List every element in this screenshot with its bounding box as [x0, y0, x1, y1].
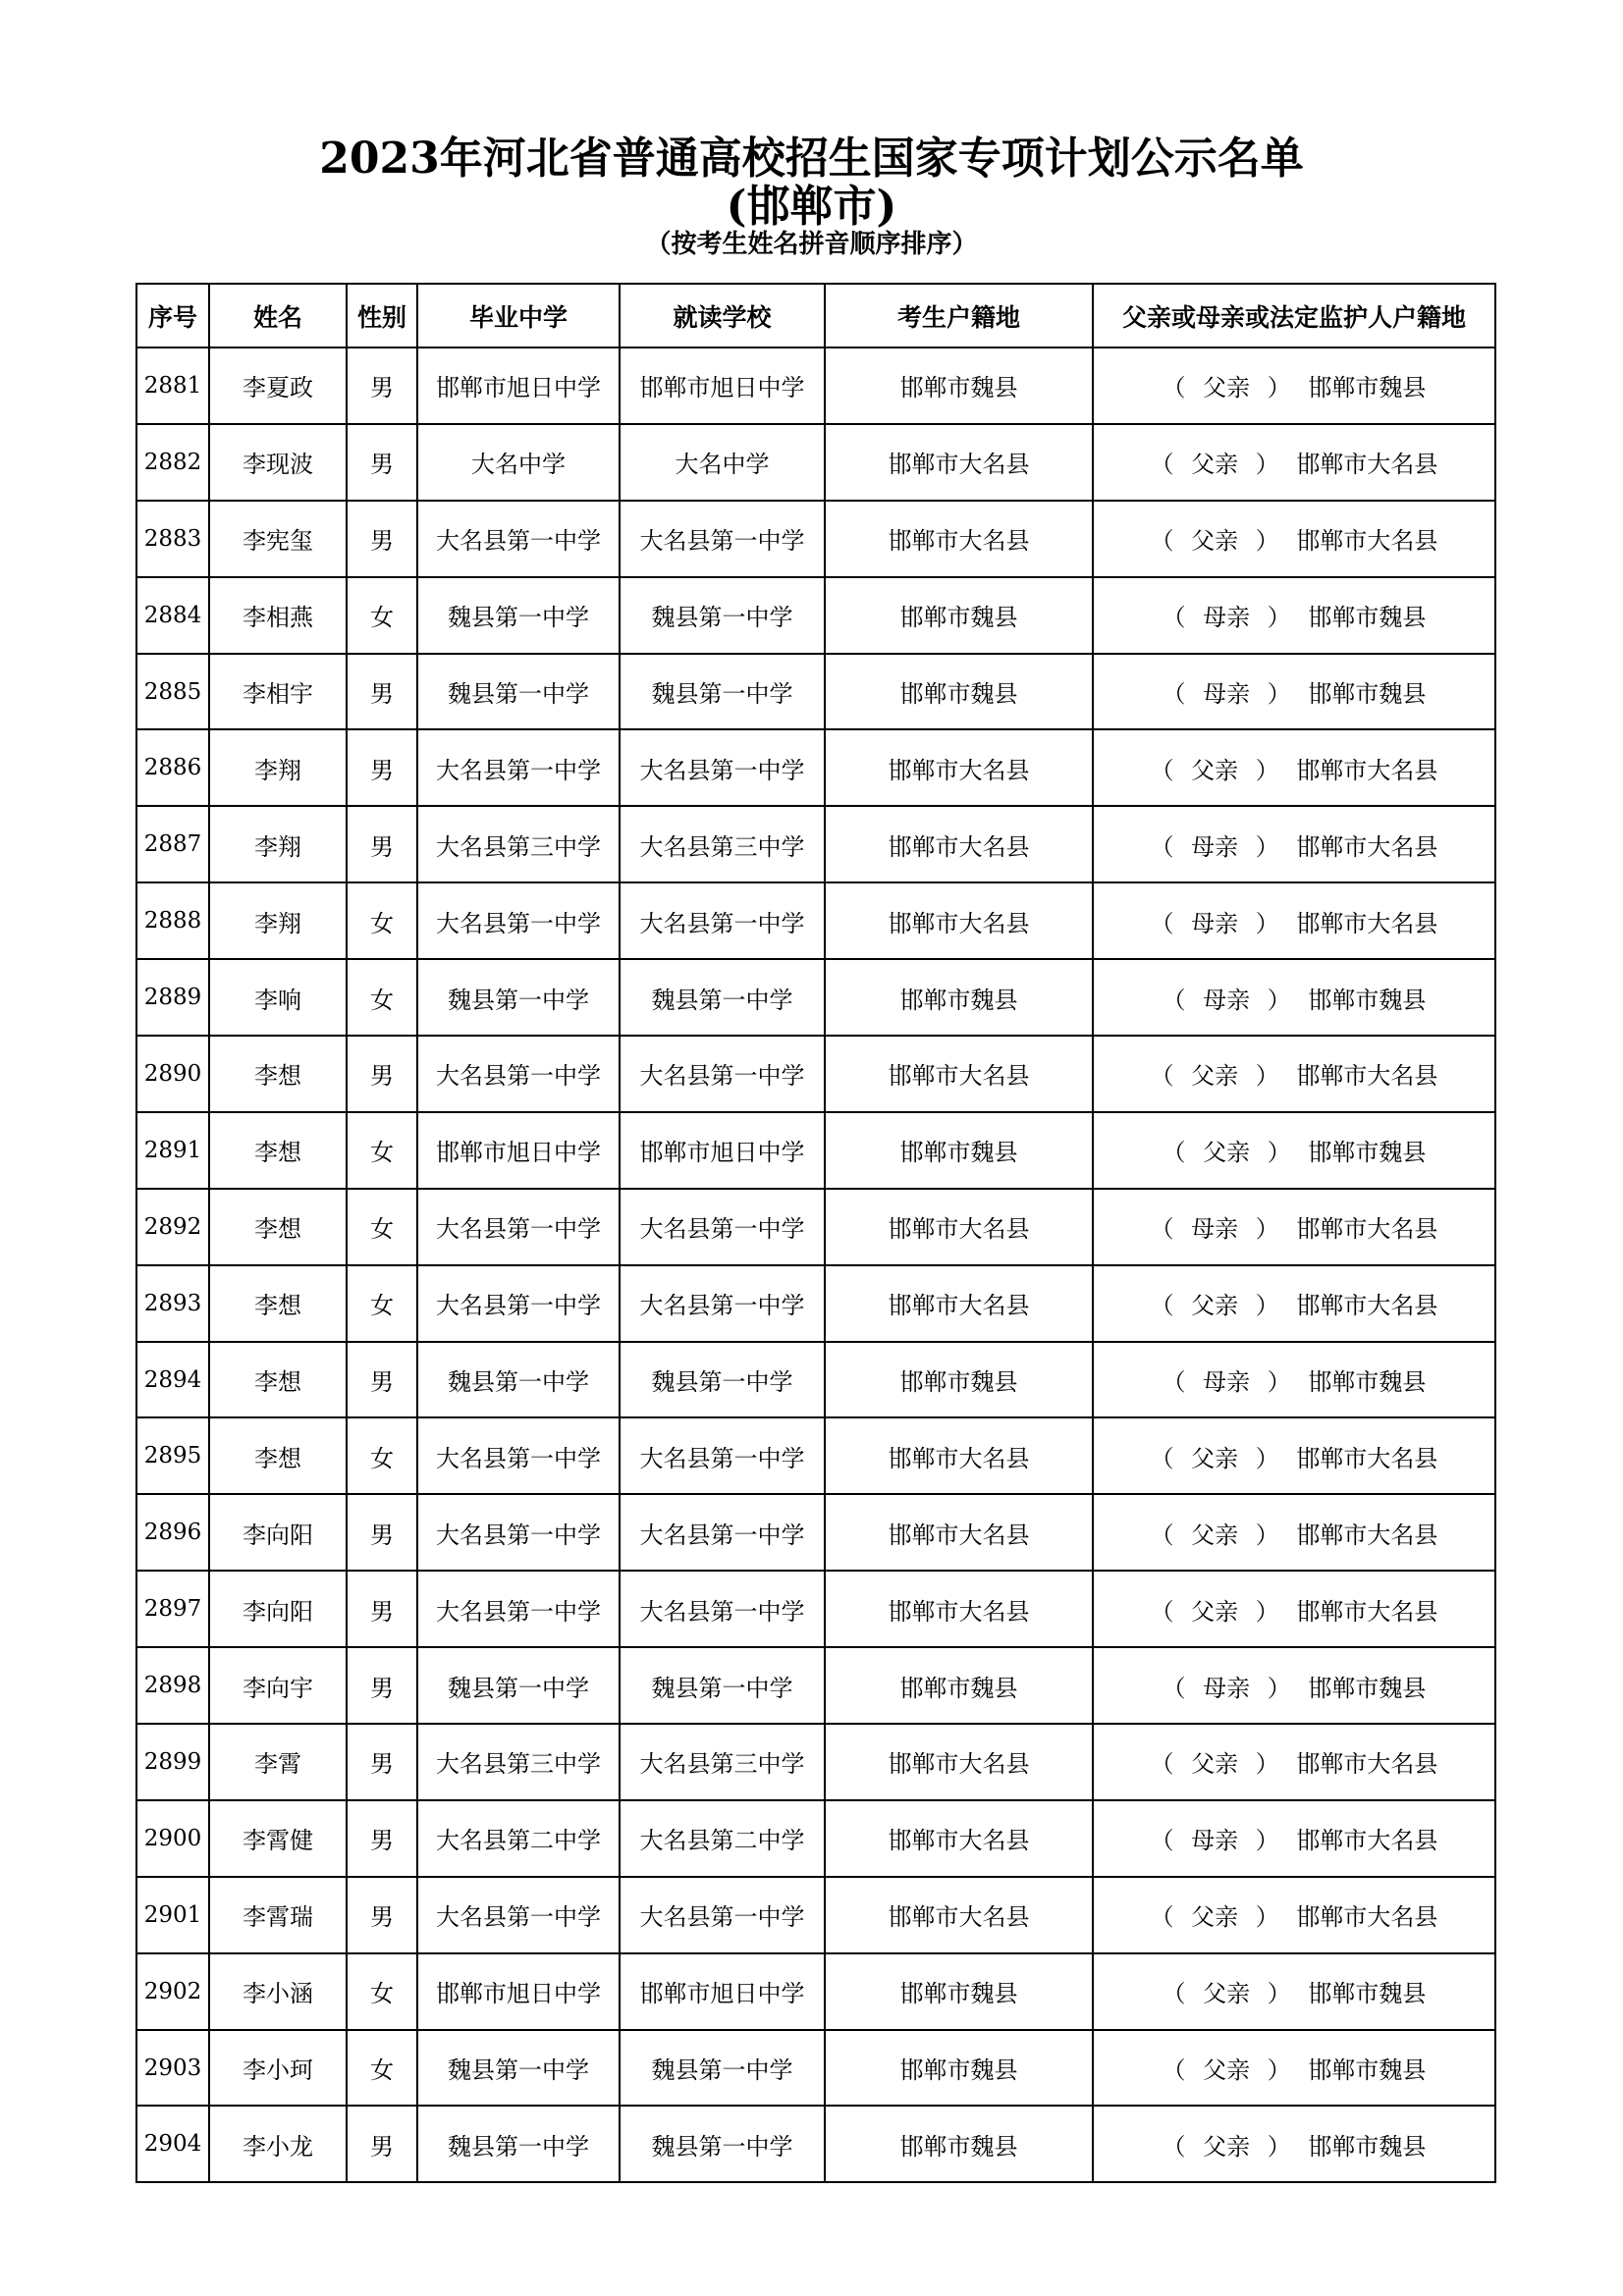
guardian-registration-cell: （ 父亲 ） 邯郸市大名县 [1093, 729, 1495, 806]
graduation-school-cell: 大名县第一中学 [417, 1417, 620, 1494]
current-school-cell: 大名县第一中学 [620, 1189, 825, 1265]
guardian-registration-cell: （ 父亲 ） 邯郸市大名县 [1093, 1036, 1495, 1112]
gender-cell: 女 [347, 577, 417, 654]
current-school-cell: 魏县第一中学 [620, 654, 825, 730]
guardian-registration-cell: （ 父亲 ） 邯郸市大名县 [1093, 1494, 1495, 1571]
current-school-cell: 大名县第一中学 [620, 1571, 825, 1647]
table-row [136, 806, 1495, 882]
name-cell: 李向阳 [209, 1571, 347, 1647]
table-row [136, 729, 1495, 806]
graduation-school-cell: 魏县第一中学 [417, 654, 620, 730]
candidate-table [135, 283, 1496, 2183]
seq-cell: 2891 [136, 1112, 209, 1189]
name-cell: 李想 [209, 1265, 347, 1342]
name-cell: 李霄健 [209, 1800, 347, 1877]
guardian-registration-cell: （ 母亲 ） 邯郸市魏县 [1093, 959, 1495, 1036]
current-school-cell: 大名县第一中学 [620, 1417, 825, 1494]
gender-cell: 女 [347, 959, 417, 1036]
name-cell: 李向宇 [209, 1647, 347, 1724]
seq-cell: 2885 [136, 654, 209, 730]
table-row [136, 2106, 1495, 2182]
name-cell: 李小龙 [209, 2106, 347, 2182]
table-row [136, 1724, 1495, 1800]
current-school-cell: 魏县第一中学 [620, 1647, 825, 1724]
graduation-school-cell: 大名县第一中学 [417, 1571, 620, 1647]
header-gender: 性别 [347, 284, 417, 347]
guardian-registration-cell: （ 父亲 ） 邯郸市大名县 [1093, 1265, 1495, 1342]
current-school-cell: 大名中学 [620, 424, 825, 501]
gender-cell: 男 [347, 1800, 417, 1877]
table-row [136, 1265, 1495, 1342]
guardian-registration-cell: （ 父亲 ） 邯郸市魏县 [1093, 1112, 1495, 1189]
name-cell: 李小涵 [209, 1953, 347, 2030]
household-registration-cell: 邯郸市魏县 [825, 347, 1093, 424]
gender-cell: 男 [347, 1494, 417, 1571]
seq-cell: 2903 [136, 2030, 209, 2107]
current-school-cell: 大名县第一中学 [620, 1877, 825, 1953]
household-registration-cell: 邯郸市魏县 [825, 654, 1093, 730]
household-registration-cell: 邯郸市大名县 [825, 1189, 1093, 1265]
current-school-cell: 大名县第一中学 [620, 882, 825, 959]
graduation-school-cell: 大名县第三中学 [417, 1724, 620, 1800]
seq-cell: 2899 [136, 1724, 209, 1800]
gender-cell: 女 [347, 1112, 417, 1189]
current-school-cell: 魏县第一中学 [620, 1342, 825, 1418]
household-registration-cell: 邯郸市大名县 [825, 806, 1093, 882]
sort-note: （按考生姓名拼音顺序排序） [645, 230, 978, 259]
graduation-school-cell: 魏县第一中学 [417, 1647, 620, 1724]
seq-cell: 2896 [136, 1494, 209, 1571]
household-registration-cell: 邯郸市魏县 [825, 2106, 1093, 2182]
name-cell: 李相燕 [209, 577, 347, 654]
household-registration-cell: 邯郸市魏县 [825, 1647, 1093, 1724]
guardian-registration-cell: （ 父亲 ） 邯郸市大名县 [1093, 1417, 1495, 1494]
name-cell: 李翔 [209, 806, 347, 882]
name-cell: 李翔 [209, 729, 347, 806]
gender-cell: 女 [347, 1417, 417, 1494]
header-name: 姓名 [209, 284, 347, 347]
graduation-school-cell: 大名县第一中学 [417, 882, 620, 959]
name-cell: 李宪玺 [209, 501, 347, 577]
table-row [136, 1342, 1495, 1418]
household-registration-cell: 邯郸市大名县 [825, 1494, 1093, 1571]
seq-cell: 2904 [136, 2106, 209, 2182]
table-row [136, 1571, 1495, 1647]
household-registration-cell: 邯郸市大名县 [825, 1800, 1093, 1877]
household-registration-cell: 邯郸市大名县 [825, 1265, 1093, 1342]
name-cell: 李向阳 [209, 1494, 347, 1571]
household-registration-cell: 邯郸市大名县 [825, 882, 1093, 959]
gender-cell: 男 [347, 1036, 417, 1112]
guardian-registration-cell: （ 母亲 ） 邯郸市魏县 [1093, 577, 1495, 654]
gender-cell: 男 [347, 1571, 417, 1647]
current-school-cell: 大名县第三中学 [620, 806, 825, 882]
gender-cell: 男 [347, 654, 417, 730]
current-school-cell: 大名县第二中学 [620, 1800, 825, 1877]
gender-cell: 女 [347, 1189, 417, 1265]
guardian-registration-cell: （ 父亲 ） 邯郸市魏县 [1093, 347, 1495, 424]
table-row [136, 1800, 1495, 1877]
graduation-school-cell: 邯郸市旭日中学 [417, 347, 620, 424]
current-school-cell: 大名县第三中学 [620, 1724, 825, 1800]
gender-cell: 男 [347, 1877, 417, 1953]
gender-cell: 女 [347, 1953, 417, 2030]
current-school-cell: 魏县第一中学 [620, 2106, 825, 2182]
table-row [136, 1494, 1495, 1571]
seq-cell: 2901 [136, 1877, 209, 1953]
name-cell: 李现波 [209, 424, 347, 501]
graduation-school-cell: 大名县第一中学 [417, 729, 620, 806]
household-registration-cell: 邯郸市魏县 [825, 1342, 1093, 1418]
graduation-school-cell: 大名县第一中学 [417, 1036, 620, 1112]
gender-cell: 男 [347, 347, 417, 424]
seq-cell: 2894 [136, 1342, 209, 1418]
gender-cell: 女 [347, 882, 417, 959]
current-school-cell: 大名县第一中学 [620, 729, 825, 806]
seq-cell: 2902 [136, 1953, 209, 2030]
graduation-school-cell: 魏县第一中学 [417, 1342, 620, 1418]
table-row [136, 882, 1495, 959]
seq-cell: 2900 [136, 1800, 209, 1877]
seq-cell: 2892 [136, 1189, 209, 1265]
current-school-cell: 魏县第一中学 [620, 2030, 825, 2107]
graduation-school-cell: 邯郸市旭日中学 [417, 1112, 620, 1189]
gender-cell: 男 [347, 1647, 417, 1724]
table-row [136, 577, 1495, 654]
graduation-school-cell: 魏县第一中学 [417, 2030, 620, 2107]
graduation-school-cell: 大名县第二中学 [417, 1800, 620, 1877]
current-school-cell: 大名县第一中学 [620, 1494, 825, 1571]
guardian-registration-cell: （ 父亲 ） 邯郸市魏县 [1093, 1953, 1495, 2030]
table-row [136, 424, 1495, 501]
household-registration-cell: 邯郸市大名县 [825, 1036, 1093, 1112]
household-registration-cell: 邯郸市大名县 [825, 501, 1093, 577]
current-school-cell: 大名县第一中学 [620, 501, 825, 577]
table-row [136, 1953, 1495, 2030]
header-current-school: 就读学校 [620, 284, 825, 347]
guardian-registration-cell: （ 父亲 ） 邯郸市魏县 [1093, 2106, 1495, 2182]
graduation-school-cell: 邯郸市旭日中学 [417, 1953, 620, 2030]
gender-cell: 女 [347, 2030, 417, 2107]
name-cell: 李相宇 [209, 654, 347, 730]
header-guardian-registration: 父亲或母亲或法定监护人户籍地 [1093, 284, 1495, 347]
guardian-registration-cell: （ 母亲 ） 邯郸市大名县 [1093, 882, 1495, 959]
table-row [136, 959, 1495, 1036]
table-row [136, 1877, 1495, 1953]
guardian-registration-cell: （ 父亲 ） 邯郸市大名县 [1093, 1571, 1495, 1647]
graduation-school-cell: 大名县第一中学 [417, 1877, 620, 1953]
gender-cell: 女 [347, 1265, 417, 1342]
seq-cell: 2897 [136, 1571, 209, 1647]
guardian-registration-cell: （ 父亲 ） 邯郸市大名县 [1093, 1724, 1495, 1800]
guardian-registration-cell: （ 母亲 ） 邯郸市大名县 [1093, 806, 1495, 882]
current-school-cell: 邯郸市旭日中学 [620, 347, 825, 424]
household-registration-cell: 邯郸市魏县 [825, 1112, 1093, 1189]
table-row [136, 1189, 1495, 1265]
seq-cell: 2886 [136, 729, 209, 806]
table-row [136, 654, 1495, 730]
seq-cell: 2883 [136, 501, 209, 577]
seq-cell: 2887 [136, 806, 209, 882]
guardian-registration-cell: （ 父亲 ） 邯郸市大名县 [1093, 1877, 1495, 1953]
table-row [136, 1112, 1495, 1189]
table-row [136, 501, 1495, 577]
name-cell: 李想 [209, 1417, 347, 1494]
seq-cell: 2898 [136, 1647, 209, 1724]
name-cell: 李想 [209, 1189, 347, 1265]
current-school-cell: 魏县第一中学 [620, 577, 825, 654]
current-school-cell: 魏县第一中学 [620, 959, 825, 1036]
name-cell: 李想 [209, 1036, 347, 1112]
graduation-school-cell: 大名县第三中学 [417, 806, 620, 882]
table-row [136, 1036, 1495, 1112]
name-cell: 李霄 [209, 1724, 347, 1800]
page-title: 2023年河北省普通高校招生国家专项计划公示名单 [319, 133, 1304, 184]
gender-cell: 男 [347, 501, 417, 577]
current-school-cell: 邯郸市旭日中学 [620, 1953, 825, 2030]
current-school-cell: 大名县第一中学 [620, 1265, 825, 1342]
guardian-registration-cell: （ 父亲 ） 邯郸市魏县 [1093, 2030, 1495, 2107]
graduation-school-cell: 大名县第一中学 [417, 1494, 620, 1571]
guardian-registration-cell: （ 母亲 ） 邯郸市大名县 [1093, 1800, 1495, 1877]
current-school-cell: 大名县第一中学 [620, 1036, 825, 1112]
seq-cell: 2889 [136, 959, 209, 1036]
graduation-school-cell: 大名中学 [417, 424, 620, 501]
guardian-registration-cell: （ 母亲 ） 邯郸市魏县 [1093, 1342, 1495, 1418]
name-cell: 李想 [209, 1342, 347, 1418]
name-cell: 李响 [209, 959, 347, 1036]
guardian-registration-cell: （ 母亲 ） 邯郸市大名县 [1093, 1189, 1495, 1265]
graduation-school-cell: 魏县第一中学 [417, 577, 620, 654]
household-registration-cell: 邯郸市大名县 [825, 424, 1093, 501]
table-row [136, 2030, 1495, 2107]
guardian-registration-cell: （ 父亲 ） 邯郸市大名县 [1093, 424, 1495, 501]
gender-cell: 男 [347, 729, 417, 806]
graduation-school-cell: 大名县第一中学 [417, 1189, 620, 1265]
guardian-registration-cell: （ 父亲 ） 邯郸市大名县 [1093, 501, 1495, 577]
table-header-row [136, 284, 1495, 347]
household-registration-cell: 邯郸市魏县 [825, 1953, 1093, 2030]
graduation-school-cell: 魏县第一中学 [417, 959, 620, 1036]
seq-cell: 2888 [136, 882, 209, 959]
gender-cell: 男 [347, 1724, 417, 1800]
table-row [136, 347, 1495, 424]
seq-cell: 2881 [136, 347, 209, 424]
graduation-school-cell: 大名县第一中学 [417, 1265, 620, 1342]
household-registration-cell: 邯郸市大名县 [825, 729, 1093, 806]
current-school-cell: 邯郸市旭日中学 [620, 1112, 825, 1189]
household-registration-cell: 邯郸市大名县 [825, 1571, 1093, 1647]
graduation-school-cell: 魏县第一中学 [417, 2106, 620, 2182]
household-registration-cell: 邯郸市魏县 [825, 577, 1093, 654]
seq-cell: 2884 [136, 577, 209, 654]
seq-cell: 2893 [136, 1265, 209, 1342]
name-cell: 李霄瑞 [209, 1877, 347, 1953]
name-cell: 李想 [209, 1112, 347, 1189]
gender-cell: 男 [347, 1342, 417, 1418]
gender-cell: 男 [347, 806, 417, 882]
name-cell: 李翔 [209, 882, 347, 959]
graduation-school-cell: 大名县第一中学 [417, 501, 620, 577]
name-cell: 李夏政 [209, 347, 347, 424]
gender-cell: 男 [347, 424, 417, 501]
name-cell: 李小珂 [209, 2030, 347, 2107]
household-registration-cell: 邯郸市魏县 [825, 959, 1093, 1036]
header-seq: 序号 [136, 284, 209, 347]
table-row [136, 1647, 1495, 1724]
header-household-registration: 考生户籍地 [825, 284, 1093, 347]
guardian-registration-cell: （ 母亲 ） 邯郸市魏县 [1093, 1647, 1495, 1724]
seq-cell: 2882 [136, 424, 209, 501]
guardian-registration-cell: （ 母亲 ） 邯郸市魏县 [1093, 654, 1495, 730]
table-row [136, 1417, 1495, 1494]
household-registration-cell: 邯郸市大名县 [825, 1417, 1093, 1494]
gender-cell: 男 [347, 2106, 417, 2182]
page-subtitle: (邯郸市) [726, 182, 897, 232]
header-graduation-school: 毕业中学 [417, 284, 620, 347]
seq-cell: 2890 [136, 1036, 209, 1112]
household-registration-cell: 邯郸市大名县 [825, 1724, 1093, 1800]
household-registration-cell: 邯郸市大名县 [825, 1877, 1093, 1953]
seq-cell: 2895 [136, 1417, 209, 1494]
household-registration-cell: 邯郸市魏县 [825, 2030, 1093, 2107]
